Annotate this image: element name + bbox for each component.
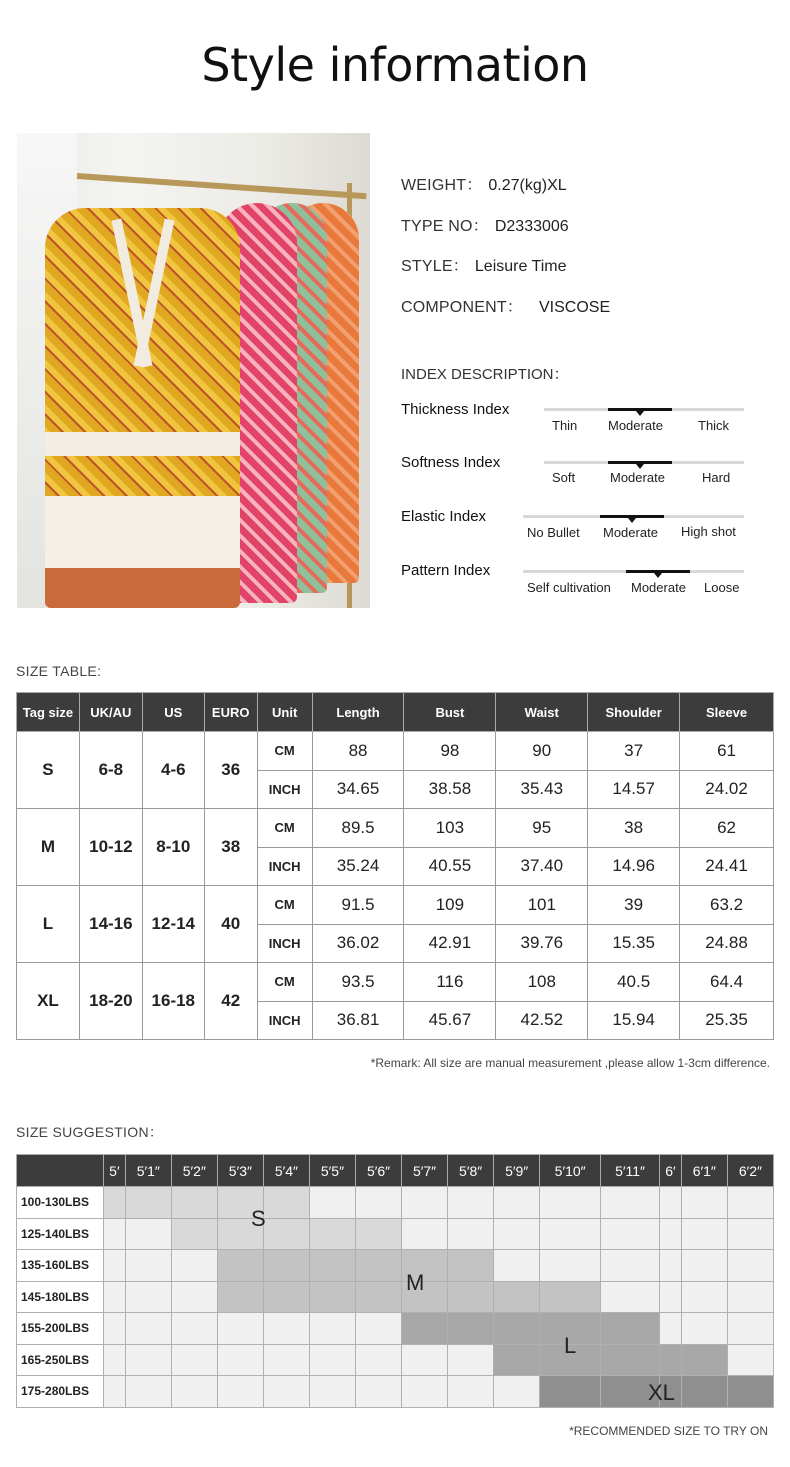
suggestion-cell [125, 1281, 171, 1313]
index-option: Self cultivation [527, 580, 611, 595]
suggestion-cell [356, 1187, 402, 1219]
suggestion-cell [217, 1344, 263, 1376]
suggestion-row [17, 1313, 774, 1345]
column-header: Length [312, 693, 404, 732]
suggestion-row [17, 1281, 774, 1313]
suggestion-cell [104, 1376, 126, 1408]
elastic-index [401, 508, 746, 548]
unit-cell: CM [257, 886, 312, 925]
spec-key: WEIGHT： [401, 177, 483, 194]
measurement-cell: 63.2 [680, 886, 774, 925]
spec-type-no [401, 213, 569, 236]
suggestion-cell [263, 1376, 309, 1408]
measurement-cell: 15.35 [588, 924, 680, 963]
unit-cell: INCH [257, 847, 312, 886]
suggestion-cell [448, 1187, 494, 1219]
column-header: EURO [204, 693, 257, 732]
index-label: Softness Index [401, 454, 501, 471]
suggestion-cell-size-2 [540, 1281, 601, 1313]
height-header: 5′4″ [263, 1155, 309, 1187]
index-label: Elastic Index [401, 508, 487, 525]
measurement-cell: 91.5 [312, 886, 404, 925]
suggestion-cell [727, 1250, 773, 1282]
dress-yellow [45, 208, 240, 608]
spec-weight [401, 172, 567, 195]
size-suggestion-table [16, 1154, 774, 1408]
suggestion-corner-cell [17, 1155, 104, 1187]
measurement-cell: 24.02 [680, 770, 774, 809]
suggestion-cell [171, 1281, 217, 1313]
height-header: 5′7″ [402, 1155, 448, 1187]
suggestion-cell [171, 1250, 217, 1282]
softness-index [401, 454, 746, 494]
suggestion-cell [309, 1376, 355, 1408]
index-pointer-icon [636, 411, 644, 416]
weight-label: 155-200LBS [17, 1313, 104, 1345]
suggestion-cell [402, 1376, 448, 1408]
size-us-cell: 8-10 [142, 809, 204, 886]
suggestion-cell [601, 1250, 660, 1282]
index-option-selected: Moderate [631, 580, 686, 595]
measurement-cell: 101 [496, 886, 588, 925]
suggestion-cell-size-1 [171, 1218, 217, 1250]
column-header: Bust [404, 693, 496, 732]
suggestion-cell-size-3 [681, 1344, 727, 1376]
suggestion-cell [727, 1344, 773, 1376]
measurement-cell: 109 [404, 886, 496, 925]
product-photo [17, 133, 370, 608]
index-option-selected: Moderate [608, 418, 663, 433]
weight-label: 175-280LBS [17, 1376, 104, 1408]
suggestion-cell-size-2 [309, 1250, 355, 1282]
suggestion-cell-size-2 [448, 1281, 494, 1313]
photo-rack-rail [77, 173, 367, 199]
suggestion-cell [681, 1218, 727, 1250]
index-option: Thick [698, 418, 730, 433]
spec-key: TYPE NO： [401, 218, 489, 235]
suggestion-cell [125, 1218, 171, 1250]
size-table-title: SIZE TABLE: [16, 663, 102, 679]
index-option: Soft [552, 470, 576, 485]
suggestion-cell [448, 1218, 494, 1250]
unit-cell: INCH [257, 770, 312, 809]
suggestion-cell [660, 1313, 682, 1345]
height-header: 5′10″ [540, 1155, 601, 1187]
measurement-cell: 45.67 [404, 1001, 496, 1040]
suggestion-cell-size-1 [125, 1187, 171, 1219]
size-label-m: M [406, 1270, 425, 1295]
recommend-note: *RECOMMENDED SIZE TO TRY ON [569, 1424, 768, 1438]
suggestion-cell [171, 1344, 217, 1376]
suggestion-cell [309, 1313, 355, 1345]
index-option: No Bullet [527, 525, 580, 540]
suggestion-cell [104, 1313, 126, 1345]
measurement-cell: 42.52 [496, 1001, 588, 1040]
measurement-cell: 36.81 [312, 1001, 404, 1040]
size-table-row [17, 809, 774, 848]
suggestion-cell [601, 1218, 660, 1250]
size-euro-cell: 40 [204, 886, 257, 963]
suggestion-cell-size-1 [309, 1218, 355, 1250]
suggestion-cell-size-2 [356, 1250, 402, 1282]
suggestion-cell [448, 1344, 494, 1376]
suggestion-cell-size-3 [494, 1313, 540, 1345]
suggestion-cell [125, 1313, 171, 1345]
column-header: US [142, 693, 204, 732]
suggestion-cell [660, 1218, 682, 1250]
measurement-cell: 62 [680, 809, 774, 848]
pattern-index [401, 562, 746, 602]
suggestion-cell-size-1 [356, 1218, 402, 1250]
index-label: Thickness Index [401, 401, 510, 418]
measurement-cell: 90 [496, 732, 588, 771]
size-tag-cell: S [17, 732, 80, 809]
suggestion-cell [448, 1376, 494, 1408]
index-pointer-icon [628, 518, 636, 523]
suggestion-cell [540, 1218, 601, 1250]
height-header: 5′3″ [217, 1155, 263, 1187]
measurement-cell: 40.5 [588, 963, 680, 1002]
suggestion-cell-size-2 [448, 1250, 494, 1282]
size-table-row [17, 963, 774, 1002]
suggestion-cell-size-2 [217, 1250, 263, 1282]
suggestion-cell [125, 1344, 171, 1376]
spec-value: Leisure Time [474, 258, 567, 275]
measurement-cell: 38 [588, 809, 680, 848]
spec-value: D2333006 [494, 218, 569, 235]
height-header: 5′11″ [601, 1155, 660, 1187]
measurement-cell: 14.57 [588, 770, 680, 809]
size-label-s: S [251, 1206, 266, 1231]
measurement-cell: 37 [588, 732, 680, 771]
suggestion-cell [681, 1250, 727, 1282]
size-uk-cell: 18-20 [79, 963, 142, 1040]
column-header: Waist [496, 693, 588, 732]
suggestion-cell-size-2 [356, 1281, 402, 1313]
spec-key: COMPONENT： [401, 299, 523, 316]
measurement-cell: 103 [404, 809, 496, 848]
suggestion-cell-size-2 [263, 1250, 309, 1282]
column-header: Sleeve [680, 693, 774, 732]
suggestion-cell [125, 1376, 171, 1408]
measurement-cell: 95 [496, 809, 588, 848]
suggestion-cell [309, 1344, 355, 1376]
suggestion-cell [104, 1250, 126, 1282]
size-table-row [17, 732, 774, 771]
measurement-cell: 89.5 [312, 809, 404, 848]
suggestion-cell [402, 1344, 448, 1376]
size-us-cell: 4-6 [142, 732, 204, 809]
size-remark: *Remark: All size are manual measurement ,please allow 1-3cm difference. [370, 1056, 770, 1070]
unit-cell: INCH [257, 1001, 312, 1040]
unit-cell: CM [257, 732, 312, 771]
size-table [16, 692, 774, 1040]
suggestion-cell-size-3 [601, 1344, 660, 1376]
index-description-header: INDEX DESCRIPTION： [401, 366, 569, 383]
suggestion-cell-size-4 [727, 1376, 773, 1408]
suggestion-cell-size-4 [681, 1376, 727, 1408]
weight-label: 165-250LBS [17, 1344, 104, 1376]
measurement-cell: 36.02 [312, 924, 404, 963]
height-header: 5′9″ [494, 1155, 540, 1187]
measurement-cell: 40.55 [404, 847, 496, 886]
suggestion-cell [171, 1376, 217, 1408]
height-header: 5′2″ [171, 1155, 217, 1187]
suggestion-cell-size-2 [309, 1281, 355, 1313]
suggestion-cell-size-3 [494, 1344, 540, 1376]
unit-cell: CM [257, 809, 312, 848]
suggestion-cell [494, 1187, 540, 1219]
index-option: Loose [704, 580, 740, 595]
suggestion-cell-size-1 [263, 1187, 309, 1219]
measurement-cell: 116 [404, 963, 496, 1002]
weight-label: 100-130LBS [17, 1187, 104, 1219]
height-header: 6′ [660, 1155, 682, 1187]
suggestion-cell-size-2 [217, 1281, 263, 1313]
suggestion-header-row [17, 1155, 774, 1187]
column-header: UK/AU [79, 693, 142, 732]
suggestion-cell-size-2 [494, 1281, 540, 1313]
measurement-cell: 61 [680, 732, 774, 771]
measurement-cell: 64.4 [680, 963, 774, 1002]
index-option: Thin [552, 418, 578, 433]
suggestion-cell [494, 1218, 540, 1250]
suggestion-cell [660, 1250, 682, 1282]
suggestion-cell [494, 1376, 540, 1408]
size-uk-cell: 14-16 [79, 886, 142, 963]
suggestion-cell [402, 1187, 448, 1219]
suggestion-cell-size-3 [660, 1344, 682, 1376]
index-pointer-icon [636, 464, 644, 469]
suggestion-cell-size-4 [540, 1376, 601, 1408]
column-header: Shoulder [588, 693, 680, 732]
height-header: 6′1″ [681, 1155, 727, 1187]
suggestion-cell [356, 1344, 402, 1376]
measurement-cell: 24.41 [680, 847, 774, 886]
suggestion-row [17, 1187, 774, 1219]
suggestion-cell [727, 1281, 773, 1313]
measurement-cell: 93.5 [312, 963, 404, 1002]
suggestion-cell [104, 1218, 126, 1250]
height-header: 5′8″ [448, 1155, 494, 1187]
measurement-cell: 98 [404, 732, 496, 771]
index-option-selected: Moderate [603, 525, 658, 540]
measurement-cell: 24.88 [680, 924, 774, 963]
height-header: 5′5″ [309, 1155, 355, 1187]
unit-cell: INCH [257, 924, 312, 963]
suggestion-cell-size-3 [448, 1313, 494, 1345]
suggestion-cell [217, 1376, 263, 1408]
suggestion-cell [660, 1187, 682, 1219]
suggestion-cell [681, 1313, 727, 1345]
height-header: 5′6″ [356, 1155, 402, 1187]
size-us-cell: 16-18 [142, 963, 204, 1040]
suggestion-cell [402, 1218, 448, 1250]
suggestion-cell-size-1 [263, 1218, 309, 1250]
index-label: Pattern Index [401, 562, 491, 579]
measurement-cell: 39 [588, 886, 680, 925]
page-title: Style information [201, 38, 589, 92]
size-tag-cell: L [17, 886, 80, 963]
column-header: Unit [257, 693, 312, 732]
suggestion-cell-size-2 [263, 1281, 309, 1313]
suggestion-cell [601, 1187, 660, 1219]
suggestion-cell [356, 1313, 402, 1345]
measurement-cell: 88 [312, 732, 404, 771]
suggestion-cell [125, 1250, 171, 1282]
suggestion-cell [540, 1187, 601, 1219]
measurement-cell: 38.58 [404, 770, 496, 809]
suggestion-cell [494, 1250, 540, 1282]
size-us-cell: 12-14 [142, 886, 204, 963]
size-table-body [17, 732, 774, 1040]
suggestion-cell [681, 1281, 727, 1313]
suggestion-cell [356, 1376, 402, 1408]
suggestion-cell-size-3 [601, 1313, 660, 1345]
spec-key: STYLE： [401, 258, 469, 275]
thickness-index [401, 401, 746, 441]
index-option: Hard [702, 470, 731, 485]
spec-value: VISCOSE [539, 299, 611, 316]
suggestion-cell-size-1 [104, 1187, 126, 1219]
measurement-cell: 15.94 [588, 1001, 680, 1040]
measurement-cell: 42.91 [404, 924, 496, 963]
suggestion-cell-size-3 [402, 1313, 448, 1345]
size-uk-cell: 6-8 [79, 732, 142, 809]
suggestion-cell [681, 1187, 727, 1219]
measurement-cell: 34.65 [312, 770, 404, 809]
size-tag-cell: M [17, 809, 80, 886]
measurement-cell: 35.43 [496, 770, 588, 809]
size-label-l: L [564, 1333, 577, 1358]
weight-label: 125-140LBS [17, 1218, 104, 1250]
height-header: 5′1″ [125, 1155, 171, 1187]
index-option: High shot [681, 524, 736, 539]
suggestion-cell [727, 1187, 773, 1219]
size-table-row [17, 886, 774, 925]
size-euro-cell: 36 [204, 732, 257, 809]
measurement-cell: 108 [496, 963, 588, 1002]
suggestion-cell [727, 1313, 773, 1345]
suggestion-body [17, 1187, 774, 1408]
measurement-cell: 35.24 [312, 847, 404, 886]
size-euro-cell: 42 [204, 963, 257, 1040]
suggestion-cell [171, 1313, 217, 1345]
spec-style [401, 253, 566, 276]
size-table-header-row [17, 693, 774, 732]
measurement-cell: 25.35 [680, 1001, 774, 1040]
measurement-cell: 14.96 [588, 847, 680, 886]
suggestion-cell [263, 1344, 309, 1376]
suggestion-cell [309, 1187, 355, 1219]
size-suggestion-title: SIZE SUGGESTION： [16, 1124, 164, 1140]
size-euro-cell: 38 [204, 809, 257, 886]
index-pointer-icon [654, 573, 662, 578]
dress-lace-trim [134, 219, 175, 368]
suggestion-cell [217, 1313, 263, 1345]
measurement-cell: 39.76 [496, 924, 588, 963]
unit-cell: CM [257, 963, 312, 1002]
suggestion-row [17, 1344, 774, 1376]
suggestion-row [17, 1250, 774, 1282]
suggestion-cell [104, 1281, 126, 1313]
weight-label: 145-180LBS [17, 1281, 104, 1313]
suggestion-cell [601, 1281, 660, 1313]
height-header: 6′2″ [727, 1155, 773, 1187]
suggestion-cell-size-1 [171, 1187, 217, 1219]
spec-component [401, 294, 610, 317]
suggestion-cell [540, 1250, 601, 1282]
size-tag-cell: XL [17, 963, 80, 1040]
suggestion-row [17, 1218, 774, 1250]
index-option-selected: Moderate [610, 470, 665, 485]
suggestion-cell [727, 1218, 773, 1250]
suggestion-cell [263, 1313, 309, 1345]
weight-label: 135-160LBS [17, 1250, 104, 1282]
measurement-cell: 37.40 [496, 847, 588, 886]
size-uk-cell: 10-12 [79, 809, 142, 886]
suggestion-cell [104, 1344, 126, 1376]
size-label-xl: XL [648, 1380, 675, 1405]
suggestion-cell [660, 1281, 682, 1313]
column-header: Tag size [17, 693, 80, 732]
spec-value: 0.27(kg)XL [488, 177, 567, 194]
height-header: 5′ [104, 1155, 126, 1187]
